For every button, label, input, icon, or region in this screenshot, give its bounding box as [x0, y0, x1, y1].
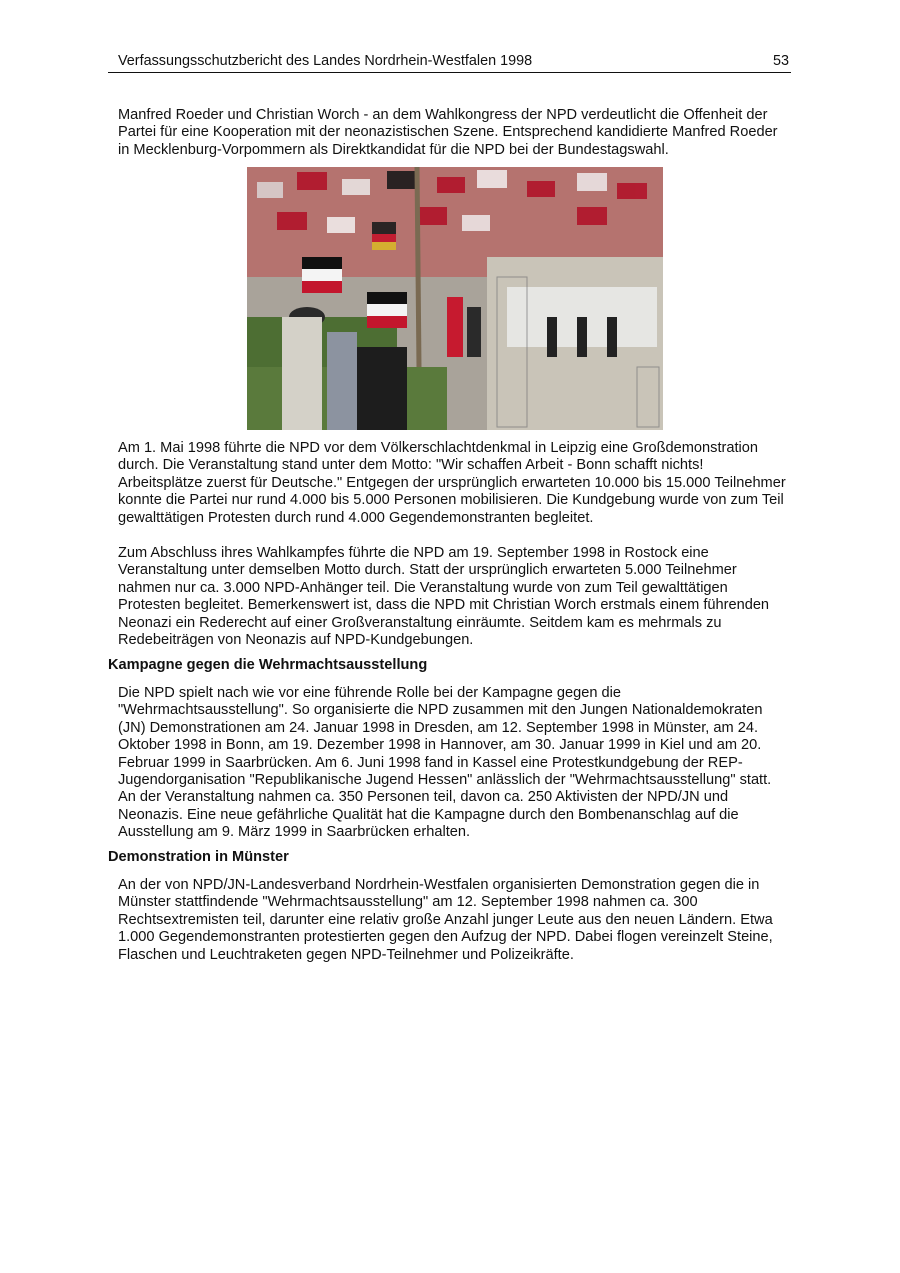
- paragraph-roeder-worch: Manfred Roeder und Christian Worch - an dem Wahlkongress der NPD verdeutlicht die Offenheit der Partei für eine Kooperation mit der neonazistischen Szene. Entsprechend kandidierte Manfred Roeder in Mecklenburg-Vorpommern als Direktkandidat für die NPD bei der Bundestagswahl.: [118, 107, 778, 158]
- paragraph-kampagne: Die NPD spielt nach wie vor eine führende Rolle bei der Kampagne gegen die "Wehrmachtsausstellung". So organisierte die NPD zusammen mit den Jungen Nationaldemokraten (JN) Demonstrationen am 24. Januar 1998 in Dresden, am 12. September 1998 in Münster, am 24. Oktober 1998 in Bonn, am 19. Dezember 1998 in Hannover, am 30. Januar 1999 in Kiel und am 20. Februar 1999 in Saarbrücken. Am 6. Juni 1998 fand in Kassel eine Protestkundgebung der REP-Jugendorganisation "Republikanische Jugend Hessen" anlässlich der "Wehrmachtsausstellung" statt. An der Veranstaltung nahmen ca. 350 Personen teil, davon ca. 250 Aktivisten der NPD/JN und Neonazis. Eine neue gefährliche Qualität hat die Kampagne durch den Bombenanschlag auf die Ausstellung am 9. März 1999 in Saarbrücken erhalten.: [118, 685, 772, 841]
- paragraph-muenster: An der von NPD/JN-Landesverband Nordrhein-Westfalen organisierten Demonstration gegen die in Münster stattfindende "Wehrmachtsausstellung" am 12. September 1998 nahmen ca. 300 Rechtsextremisten teil, darunter eine relativ große Anzahl junger Leute aus den neuen Ländern. Etwa 1.000 Gegendemonstranten protestierten gegen den Aufzug der NPD. Dabei flogen vereinzelt Steine, Flaschen und Leuchtraketen gegen NPD-Teilnehmer und Polizeikräfte.: [118, 877, 773, 963]
- paragraph-leipzig: Am 1. Mai 1998 führte die NPD vor dem Völkerschlachtdenkmal in Leipzig eine Großdemonstration durch. Die Veranstaltung stand unter dem Motto: "Wir schaffen Arbeit - Bonn schafft nichts! Arbeitsplätze zuerst für Deutsche." Entgegen der ursprünglich erwarteten 10.000 bis 15.000 Teilnehmer konnte die Partei nur rund 4.000 bis 5.000 Personen mobilisieren. Die Kundgebung wurde von zum Teil gewalttätigen Protesten durch rund 4.000 Gegendemonstranten begleitet.: [118, 440, 786, 526]
- paragraph-rostock: Zum Abschluss ihres Wahlkampfes führte die NPD am 19. September 1998 in Rostock eine Veranstaltung unter demselben Motto durch. Statt der ursprünglich erwarteten 5.000 Teilnehmer nahmen nur ca. 3.000 NPD-Anhänger teil. Die Veranstaltung wurde von zum Teil gewalttätigen Protesten begleitet. Bemerkenswert ist, dass die NPD mit Christian Worch erstmals einem führenden Neonazi ein Rederecht auf einer Großveranstaltung einräumte. Seitdem kam es mehrmals zu Redebeiträgen von Neonazis auf NPD-Kundgebungen.: [118, 545, 770, 649]
- header-title: Verfassungsschutzbericht des Landes Nordrhein-Westfalen 1998: [118, 53, 533, 69]
- heading-kampagne: Kampagne gegen die Wehrmachtsausstellung: [108, 657, 428, 673]
- demonstration-photo-image: [247, 167, 663, 430]
- page-header: [108, 52, 791, 73]
- page-number: 53: [772, 53, 789, 69]
- heading-demonstration-muenster: Demonstration in Münster: [108, 849, 289, 865]
- demonstration-photo: [247, 167, 663, 430]
